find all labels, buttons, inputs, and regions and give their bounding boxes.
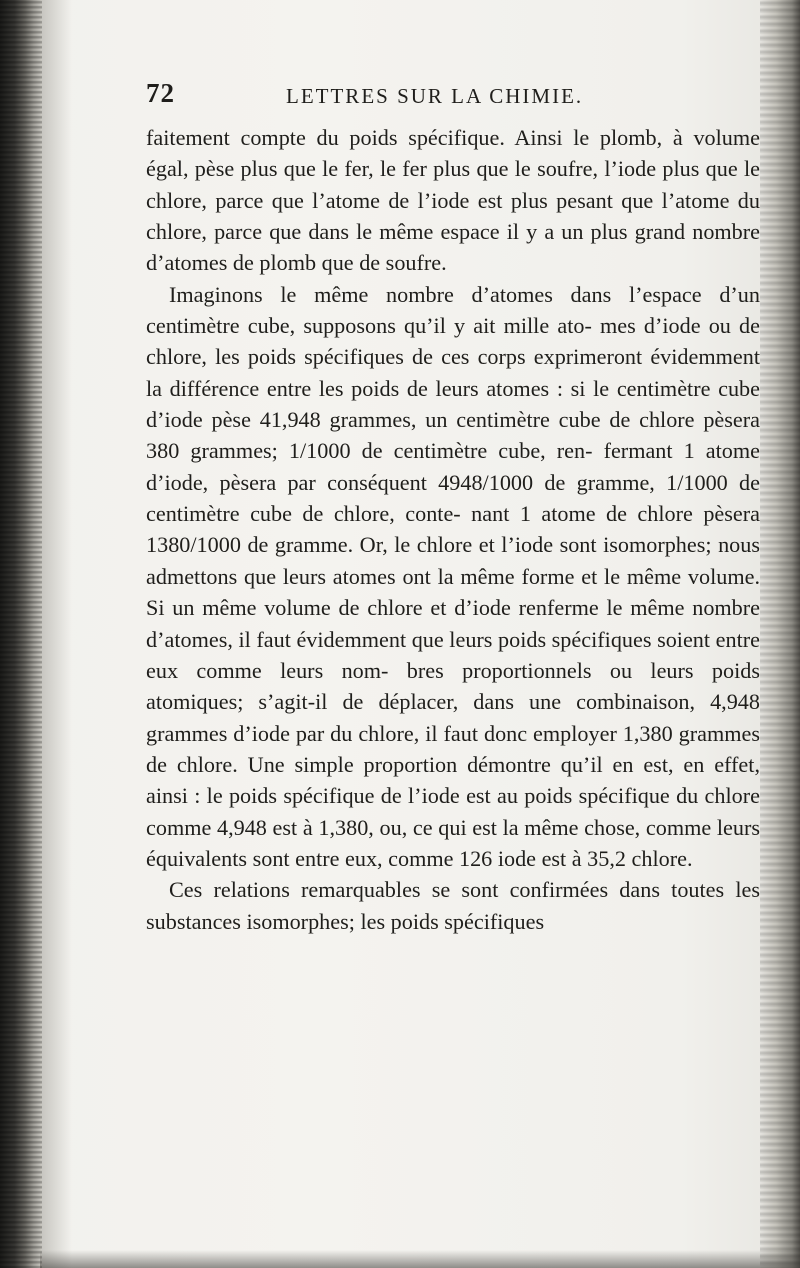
page-bottom-edge — [40, 1250, 800, 1268]
page-binding-shadow — [0, 0, 42, 1268]
paragraph-3: Ces relations remarquables se sont confirmées dans toutes les substances isomorphes; les poids spécifiques — [146, 877, 760, 934]
running-head — [146, 78, 756, 118]
body-text — [146, 122, 760, 937]
page-number: 72 — [146, 78, 175, 108]
running-title: LETTRES SUR LA CHIMIE. — [286, 84, 584, 108]
paragraph-1: faitement compte du poids spécifique. Ainsi le plomb, à volume égal, pèse plus que le fer, le fer plus que le soufre, l’iode plus que le chlore, parce que l’atome de l’iode est plus pesant que l’atome du chlore, parce que dans le même espace il y a un plus grand nombre d’atomes de plomb que de soufre. — [146, 125, 760, 276]
paragraph-2: Imaginons le même nombre d’atomes dans l’espace d’un centimètre cube, supposons qu’il y ait mille ato- mes d’iode ou de chlore, les poids spécifiques de ces corps exprimeront évidemment la différence entre les poids de leurs atomes : si le centimètre cube d’iode pèse 41,948 grammes, un centimètre cube de chlore pèsera 380 grammes; 1/1000 de centimètre cube, ren- fermant 1 atome d’iode, pèsera par conséquent 4948/1000 de gramme, 1/1000 de centimètre cube de chlore, conte- nant 1 atome de chlore pèsera 1380/1000 de gramme. Or, le chlore et l’iode sont isomorphes; nous admettons que leurs atomes ont la même forme et le même volume. Si un même volume de chlore et d’iode renferme le même nombre d’atomes, il faut évidemment que leurs poids spécifiques soient entre eux comme leurs nom- bres proportionnels ou leurs poids atomiques; s’agit-il de déplacer, dans une combinaison, 4,948 grammes d’iode par du chlore, il faut donc employer 1,380 grammes de chlore. Une simple proportion démontre qu’il en est, en effet, ainsi : le poids spécifique de l’iode est au poids spécifique du chlore comme 4,948 est à 1,380, ou, ce qui est la même chose, comme leurs équivalents sont entre eux, comme 126 iode est à 35,2 chlore. — [146, 281, 760, 871]
page-edge-shadow — [760, 0, 800, 1268]
